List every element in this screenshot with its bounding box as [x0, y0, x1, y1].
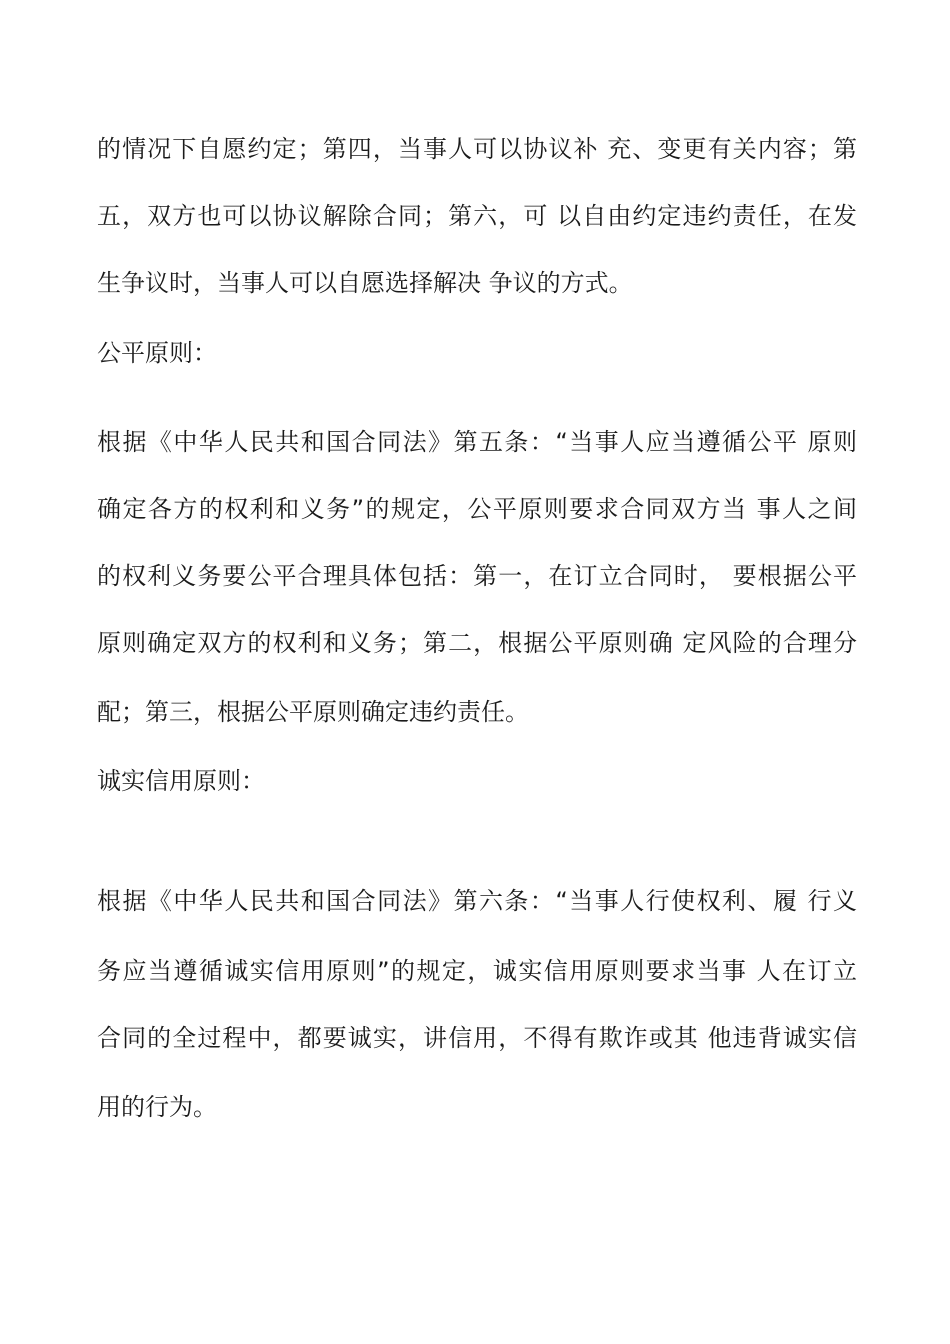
paragraph-line: 原则确定双方的权利和义务；第二，根据公平原则确 定风险的合理分	[97, 629, 857, 657]
paragraph-line: 的权利义务要公平合理具体包括：第一，在订立合同时， 要根据公平	[97, 562, 857, 590]
paragraph-line: 确定各方的权利和义务”的规定，公平原则要求合同双方当 事人之间	[97, 495, 857, 523]
paragraph-line: 合同的全过程中，都要诚实，讲信用，不得有欺诈或其 他违背诚实信	[97, 1024, 857, 1052]
section-heading-fairness: 公平原则：	[97, 339, 217, 367]
section-heading-good-faith: 诚实信用原则：	[97, 767, 265, 795]
paragraph-line: 务应当遵循诚实信用原则”的规定，诚实信用原则要求当事 人在订立	[97, 957, 857, 985]
paragraph-line: 的情况下自愿约定；第四，当事人可以协议补 充、变更有关内容；第	[97, 135, 857, 163]
paragraph-line: 五，双方也可以协议解除合同；第六，可 以自由约定违约责任，在发	[97, 202, 857, 230]
paragraph-line: 根据《中华人民共和国合同法》第六条：“当事人行使权利、履 行义	[97, 887, 857, 915]
paragraph-line: 根据《中华人民共和国合同法》第五条：“当事人应当遵循公平 原则	[97, 428, 857, 456]
paragraph-line: 配；第三，根据公平原则确定违约责任。	[97, 698, 529, 726]
paragraph-line: 用的行为。	[97, 1093, 217, 1121]
paragraph-line: 生争议时，当事人可以自愿选择解决 争议的方式。	[97, 269, 633, 297]
